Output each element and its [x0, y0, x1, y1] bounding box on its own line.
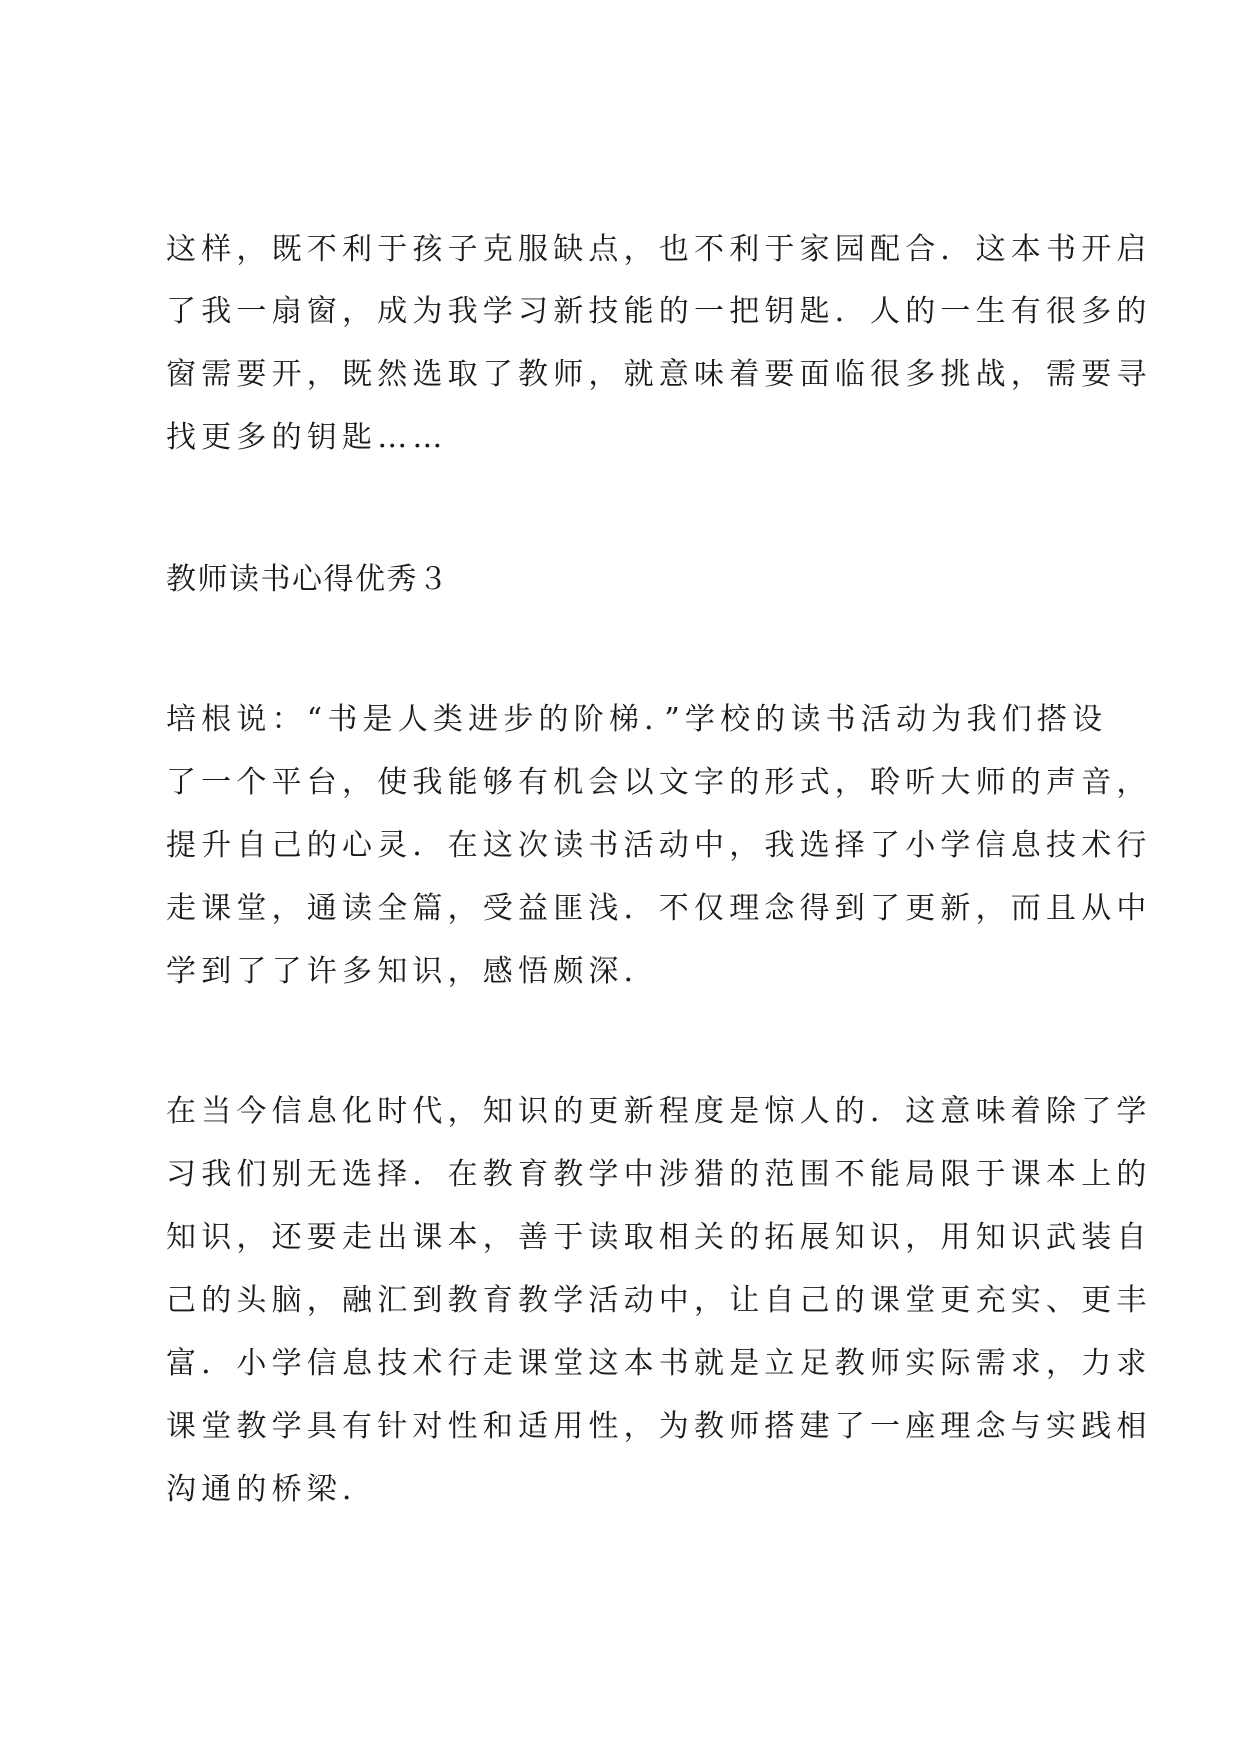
- section-heading: 教师读书心得优秀３: [166, 562, 450, 597]
- paragraph-line: 了我一扇窗，成为我学习新技能的一把钥匙．人的一生有很多的: [166, 294, 1152, 329]
- paragraph-line: 沟通的桥梁．: [166, 1472, 378, 1507]
- paragraph-line: 富．小学信息技术行走课堂这本书就是立足教师实际需求，力求: [166, 1346, 1152, 1381]
- paragraph-line: 提升自己的心灵．在这次读书活动中，我选择了小学信息技术行: [166, 828, 1152, 863]
- paragraph-line: 了一个平台，使我能够有机会以文字的形式，聆听大师的声音，: [166, 765, 1152, 800]
- paragraph-line: 培根说：“书是人类进步的阶梯．”学校的读书活动为我们搭设: [166, 702, 1108, 737]
- paragraph-line: 知识，还要走出课本，善于读取相关的拓展知识，用知识武装自: [166, 1220, 1152, 1255]
- paragraph-line: 学到了了许多知识，感悟颇深．: [166, 954, 659, 989]
- paragraph-line: 走课堂，通读全篇，受益匪浅．不仅理念得到了更新，而且从中: [166, 891, 1152, 926]
- paragraph-line: 窗需要开，既然选取了教师，就意味着要面临很多挑战，需要寻: [166, 357, 1152, 392]
- paragraph-line: 这样，既不利于孩子克服缺点，也不利于家园配合．这本书开启: [166, 232, 1152, 267]
- paragraph-line: 找更多的钥匙……: [166, 420, 448, 455]
- paragraph-line: 在当今信息化时代，知识的更新程度是惊人的．这意味着除了学: [166, 1094, 1152, 1129]
- paragraph-line: 己的头脑，融汇到教育教学活动中，让自己的课堂更充实、更丰: [166, 1283, 1152, 1318]
- paragraph-line: 课堂教学具有针对性和适用性，为教师搭建了一座理念与实践相: [166, 1409, 1152, 1444]
- paragraph-line: 习我们别无选择．在教育教学中涉猎的范围不能局限于课本上的: [166, 1157, 1152, 1192]
